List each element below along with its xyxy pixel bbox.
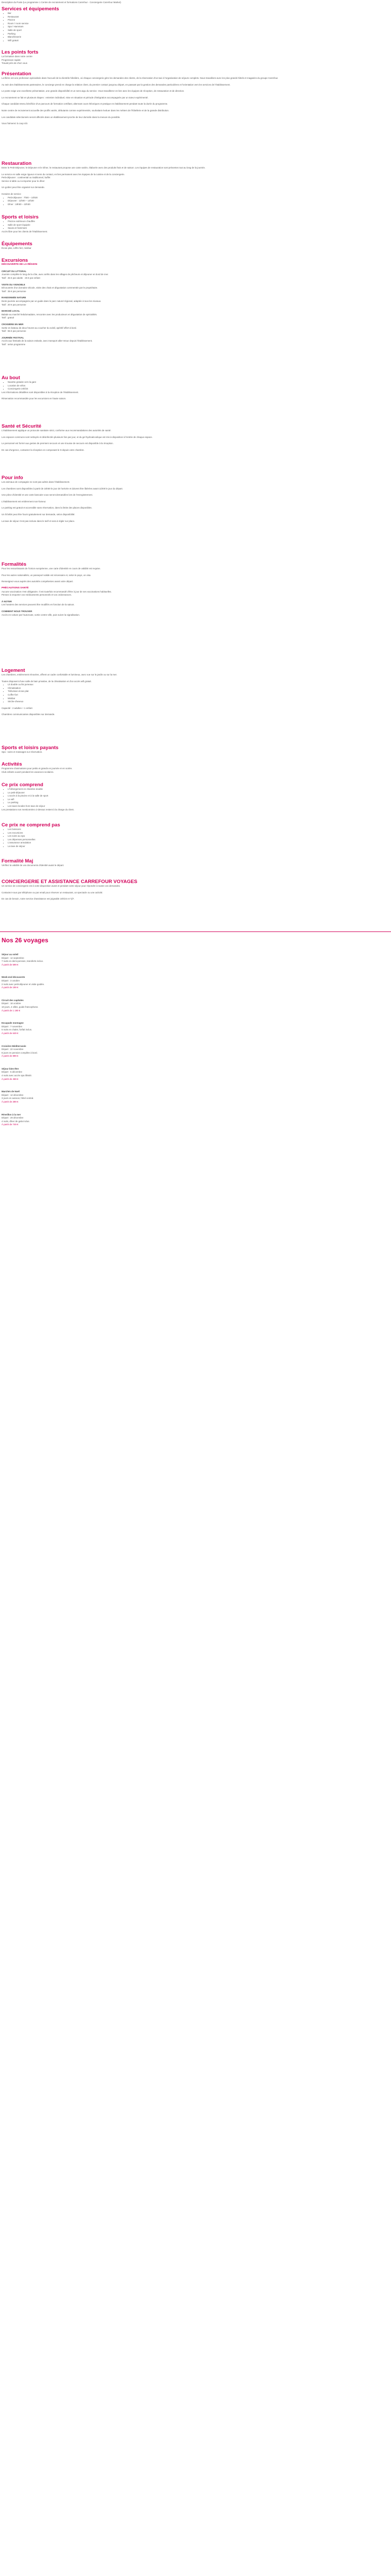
pour-info-section [2,475,381,523]
offer-card[interactable] [2,1090,381,1104]
excursion-entry [2,336,381,347]
excursion-text: Accès aux festivals de la saison estivale, avec transport aller-retour depuis l'établissement. [2,340,93,343]
pour-info-paragraph: Le parking est gratuit et accessible sans réservation, dans la limite des places disponibles. [2,506,92,510]
services-title: Services et équipements [2,6,59,12]
offer-dates: Départ : 18 octobre [2,1002,21,1005]
formalites-subparagraph: Aucune vaccination n'est obligatoire. Il est toutefois recommandé d'être à jour de ses vaccinations habituelles. [2,590,112,593]
ce-prix-item: ▪ Le petit-déjeuner [8,791,381,795]
excursion-text: Découverte d'un domaine viticole, visite des chais et dégustation commentée par le propriétaire. [2,286,98,290]
ce-prix-non-item: ▪ Les soins au spa [8,835,381,838]
offer-price[interactable]: À partir de 599 € [2,963,19,966]
conciergerie-paragraph: En cas de besoin, notre service d'assistance est joignable 24h/24 et 7j/7. [2,897,75,901]
pour-info-paragraph: Un lit bébé peut être fourni gratuitement sur demande, selon disponibilité. [2,513,75,516]
offer-title: Séjour au soleil [2,953,19,956]
restauration-section [2,161,381,206]
services-section [2,6,381,42]
offer-card[interactable] [2,1045,381,1058]
presentation-paragraph: Le recrutement se fait en plusieurs étapes : entretien individuel, mise en situation et période d'intégration accompagnée par un tuteur expérimenté. [2,96,149,99]
formalites-title: Formalités [2,562,27,567]
offer-dates: Départ : 5 décembre [2,1071,23,1074]
restauration-paragraph: Le service en salle exige rigueur et sens du contact, en lien permanent avec les équipes de la cuisine et de la conciergerie. [2,173,125,176]
conciergerie-title: CONCIERGERIE ET ASSISTANCE CARREFOUR VOYAGES [2,879,138,885]
excursion-text: Demi-journée accompagnée par un guide dans le parc naturel régional, adaptée à tous les niveaux. [2,299,102,302]
restauration-offer: Petit-déjeuner : continental ou traditionnel, buffet [2,176,51,179]
restauration-body [2,166,381,176]
presentation-paragraph: Les candidats sélectionnés seront affectés dans un établissement proche de leur domicile dans la mesure du possible. [2,115,121,118]
offers-list [2,953,381,1127]
logement-section [2,668,381,717]
offer-dates: Départ : 12 décembre [2,1093,24,1096]
offer-details: 7 nuits en demi-pension, transferts inclus. [2,960,44,963]
au-bout-item: ▪ Conciergerie 24h/24 [8,387,381,391]
excursion-price: Tarif : 45 € par adulte · 25 € par enfant [2,276,40,279]
excursion-text: Balade au marché hebdomadaire, rencontre avec les producteurs et dégustation de spécialités. [2,313,97,316]
ce-prix-list [2,788,381,808]
offer-card[interactable] [2,976,381,989]
au-bout-section [2,375,381,401]
sante-paragraph: Les espaces communs sont nettoyés et désinfectés plusieurs fois par jour, et du gel hydroalcoolique est mis à disposition à l'entrée de chaque espace. [2,435,153,438]
pour-info-paragraph: Les chambres sont disponibles à partir de 15h00 le jour de l'arrivée et doivent être libérées avant 11h00 le jour du départ. [2,487,123,490]
pour-info-paragraph: Les animaux de compagnie ne sont pas admis dans l'établissement. [2,481,70,483]
presentation-paragraph: Le poste exige une excellente présentation, une grande disponibilité et un sens aigu du service. Vous travaillerez en lien avec les équipes de réception, de restauration et de direction. [2,90,185,93]
excursions-section [2,258,381,346]
ce-prix-section [2,782,381,811]
offer-details: 10 jours, 4 villes, guide francophone. [2,1005,39,1008]
restauration-title: Restauration [2,161,32,166]
points-forts-section [2,49,381,65]
au-bout-line: Les informations détaillées sont disponibles à la réception de l'établissement. [2,391,79,394]
ce-prix-item: ▪ Le wifi [8,798,381,802]
offer-dates: Départ : 7 novembre [2,1025,23,1028]
conciergerie-section [2,879,381,901]
equipements-line: Écran plat, coffre-fort, minibar [2,247,31,249]
formalites-maj-lines [2,864,381,868]
logement-list [2,683,381,704]
ce-prix-non-item: ▪ Les excursions [8,832,381,835]
offer-details: 5 nuits en chalet, forfait inclus. [2,1028,32,1031]
offer-title: Escapade montagne [2,1022,24,1025]
services-item: ▪ Salle de sport [8,29,381,32]
sports-item: ▪ Salle de sport équipée [8,224,381,227]
points-forts-line: Travail près de chez vous [2,62,27,65]
restauration-paragraph: Entre le Petit-Déjeuner, le Déjeuner et le Dîner, le restaurant propose une carte variée, élaborée avec des produits frais et de saison. Les équipes de restauration sont présentes tout au long de la journée. [2,166,206,169]
sports2-lines [2,751,381,754]
offer-card[interactable] [2,1067,381,1081]
sports-item: ▪ Piscine extérieure chauffée [8,220,381,224]
logement-item: ▪ Minibar [8,697,381,701]
offer-title: Week-end découverte [2,976,25,979]
sports2-section [2,745,381,754]
offer-price[interactable]: À partir de 1 190 € [2,1009,21,1012]
restauration-hours-label: Horaires de service [2,192,21,195]
offer-card[interactable] [2,1113,381,1127]
offer-card[interactable] [2,999,381,1012]
ce-prix-non-item: ▪ Les boissons [8,828,381,832]
offer-dates: Départ : 22 novembre [2,1048,24,1051]
pour-info-title: Pour info [2,475,23,481]
excursion-price: Tarif : gratuit [2,316,14,319]
formalites-maj-title: Formalité Maj [2,858,34,864]
logement-title: Logement [2,668,25,673]
logement-item: ▪ Sèche-cheveux [8,700,381,704]
au-bout-lines [2,391,381,401]
excursion-name: VISITE DU VIGNOBLE [2,283,25,286]
offer-details: 8 jours en pension complète à bord. [2,1051,38,1054]
excursion-name: MARCHÉ LOCAL [2,310,20,313]
activites-section [2,761,381,774]
excursion-name: CROISIÈRE EN MER [2,323,24,326]
services-list [2,12,381,42]
sante-body [2,429,381,452]
formalites-section [2,562,381,617]
activites-lines [2,767,381,774]
intro [2,1,381,5]
pour-info-paragraph: Une pièce d'identité et une carte bancaire vous seront demandées lors de l'enregistrement. [2,494,93,497]
logement-paragraph: Les chambres, entièrement rénovées, offrent un cadre confortable et lumineux, avec vue sur le jardin ou sur la mer. [2,673,117,676]
excursion-price: Tarif : selon programme [2,343,26,346]
sports-item: ▪ Sauna et hammam [8,227,381,230]
excursion-price: Tarif : 35 € par personne [2,290,26,293]
logement-item: ▪ Coffre-fort [8,693,381,697]
activites-line: Programme d'animations pour petits et grands en journée et en soirée. [2,767,73,770]
logement-item: ▪ Télévision écran plat [8,690,381,693]
presentation-paragraph: Notre centre de recrutement accueille des profils variés, débutants comme expérimentés, souhaitant évoluer dans les métiers de l'hôtellerie et de la grande distribution. [2,109,169,112]
sante-paragraph: L'établissement applique un protocole sanitaire strict, conforme aux recommandations des autorités de santé. [2,429,111,432]
offer-price[interactable]: À partir de 289 € [2,1100,19,1104]
ce-prix-non-section [2,822,381,849]
conciergerie-paragraph: Un service de conciergerie est à votre disposition avant et pendant votre séjour pour répondre à toutes vos demandes. [2,885,121,887]
sante-paragraph: En cas d'urgence, contactez la réception en composant le 9 depuis votre chambre. [2,448,85,451]
ce-prix-non-title: Ce prix ne comprend pas [2,822,60,828]
formalites-subbody [2,590,381,597]
formalites-note-b: Accès en voiture par l'autoroute, sortie centre-ville, puis suivre la signalisation. [2,613,80,616]
sports2-title: Sports et loisirs payants [2,745,59,751]
excursions-list [2,270,381,347]
presentation-section [2,71,381,126]
excursion-name: RANDONNÉE NATURE [2,296,26,299]
excursions-title: Excursions [2,258,28,263]
offer-price[interactable]: À partir de 649 € [2,1031,19,1035]
offer-dates: Départ : 29 décembre [2,1116,24,1120]
excursion-entry [2,270,381,280]
formalites-paragraph: Pour les ressortissants de l'Union européenne, une carte d'identité en cours de validité est requise. [2,567,101,570]
au-bout-item: ▪ Location de vélos [8,384,381,388]
formalites-paragraph: Pour les autres nationalités, un passeport valide est nécessaire et, selon le pays, un visa. [2,573,91,577]
ce-prix-non-list [2,828,381,849]
section-divider [0,931,391,932]
equipements-title: Équipements [2,241,32,247]
presentation-body [2,77,381,119]
points-forts-lines [2,55,381,65]
restauration-offer: Service à table ou à emporter pour le dîner [2,179,45,182]
logement-closing: Chambres communicantes disponibles sur demande. [2,713,55,716]
ce-prix-line: Les prestations non mentionnées ci-dessus restent à la charge du client. [2,808,74,811]
offer-price[interactable]: À partir de 749 € [2,1123,19,1126]
offer-card[interactable] [2,953,381,967]
excursion-entry [2,323,381,333]
offer-details: 3 jours en autocar, hôtel central. [2,1097,34,1100]
intro-text: Description du Poste (Le programme 1 Centre de recrutement et formations Carrefour - Conciergerie Carrefour Market) [2,1,121,4]
offer-card[interactable] [2,1022,381,1035]
presentation-paragraph: Chaque candidat retenu bénéficie d'un parcours de formation certifiant, alternant cours théoriques et pratique en établissement pendant toute la durée du programme. [2,103,168,106]
offer-details: 2 nuits avec petit-déjeuner et visite guidée. [2,982,45,986]
offer-title: Marchés de Noël [2,1090,20,1093]
excursion-price: Tarif : 20 € par personne [2,303,26,306]
ce-prix-item: ▪ L'hébergement en chambre double [8,788,381,791]
logement-item: ▪ Climatisation [8,687,381,690]
formalites-subtitle: PRÉCAUTIONS SANTÉ [2,586,29,589]
restauration-hours [2,196,381,207]
formalites-note-a: Les horaires des services peuvent être modifiés en fonction de la saison. [2,603,75,606]
offer-details: 4 nuits, dîner de gala inclus. [2,1120,30,1123]
offer-title: Circuit des capitales [2,998,24,1002]
restauration-offers [2,176,381,183]
excursion-price: Tarif : 55 € par personne [2,330,26,333]
ce-prix-item: ▪ L'accès à la piscine et à la salle de sport [8,794,381,798]
excursions-subtitle: DÉCOUVERTE DE LA RÉGION [2,263,38,266]
points-forts-line: La formation dans notre centre [2,55,32,58]
formalites-label-a: À NOTER [2,600,12,603]
offer-price[interactable]: À partir de 899 € [2,1055,19,1058]
services-item: ▪ Spa / Hammam [8,25,381,29]
excursion-entry [2,310,381,320]
au-bout-item: ▪ Navette gratuite vers la gare [8,381,381,384]
sports2-line: Spa : soins et massages sur réservation. [2,751,43,753]
au-bout-title: Au bout [2,375,20,381]
services-item: ▪ Restaurant [8,15,381,19]
equipements-lines [2,247,381,250]
equipements-section [2,241,381,250]
services-item: ▪ Parking [8,32,381,36]
presentation-closing: Vous l'aimerez à coup sûr. [2,122,28,125]
services-item: ▪ Blanchisserie [8,36,381,39]
sports-list [2,220,381,230]
conciergerie-paragraph: Contactez-nous par téléphone ou par email pour réserver un restaurant, un spectacle ou une activité. [2,891,103,894]
excursion-text: Sortie en bateau de deux heures au coucher du soleil, apéritif offert à bord. [2,326,77,329]
excursion-text: Journée complète le long de la côte, avec arrêts dans les villages de pêcheurs et déjeuner en bord de mer. [2,273,109,276]
excursion-entry [2,283,381,294]
sports-title: Sports et loisirs [2,214,39,220]
points-forts-title: Les points forts [2,49,39,55]
logement-paragraph: Toutes disposent d'une salle de bain privative, de la climatisation et d'un accès wifi gratuit. [2,680,92,683]
offer-title: Réveillon à la mer [2,1113,21,1116]
restauration-hour: ▪ Dîner : 19h00 – 22h30 [8,203,381,207]
ce-prix-item: ▪ Les taxes locales hors taxe de séjour [8,805,381,808]
formalites-subparagraph: Pensez à emporter vos médicaments personnels et vos ordonnances. [2,594,72,597]
ce-prix-title: Ce prix comprend [2,782,43,788]
logement-capacity: Capacité : 2 adultes + 1 enfant [2,706,32,709]
restauration-hour: ▪ Petit-déjeuner : 7h00 – 10h30 [8,196,381,200]
offer-title: Séjour bien-être [2,1067,19,1070]
formalites-label-b: COMMENT NOUS TROUVER [2,609,32,613]
services-item: ▪ Bar [8,12,381,15]
sports-note: Accès libre pour les clients de l'établissement. [2,230,48,233]
ce-prix-non-item: ▪ Les dépenses personnelles [8,838,381,842]
excursion-name: JOURNÉE FESTIVAL [2,336,24,339]
au-bout-line: Réservation recommandée pour les excursions en haute saison. [2,397,67,400]
offer-dates: Départ : 12 septembre [2,956,24,959]
activites-title: Activités [2,761,22,767]
formalites-maj-section [2,858,381,868]
formalites-maj-line: Vérifiez la validité de vos documents d'identité avant le départ. [2,864,64,867]
ce-prix-item: ▪ Le parking [8,801,381,805]
offer-price[interactable]: À partir de 459 € [2,1077,19,1080]
activites-line: Club enfants ouvert pendant les vacances scolaires. [2,770,54,773]
formalites-body [2,567,381,584]
sante-paragraph: Le personnel est formé aux gestes de premiers secours et une trousse de secours est disponible à la réception. [2,442,113,445]
logement-body [2,673,381,683]
presentation-paragraph: Au sein des établissements partenaires, le concierge prend en charge la relation client, du premier contact jusqu'au départ, en passant par la gestion des demandes particulières et l'orientation vers les services de l'établissement. [2,83,231,86]
points-forts-line: Progression rapide [2,58,21,61]
au-bout-list [2,381,381,391]
offers-section [2,937,381,1127]
presentation-title: Présentation [2,71,31,77]
offer-details: 4 nuits avec accès spa illimité. [2,1074,32,1077]
pour-info-paragraph: L'établissement est entièrement non-fumeur. [2,500,46,503]
sports-section [2,214,381,233]
excursion-name: CIRCUIT DU LITTORAL [2,269,27,273]
offers-title: Nos 26 voyages [2,937,48,944]
services-item: ▪ Piscine [8,19,381,22]
ce-prix-non-item: ▪ L'assurance annulation [8,841,381,845]
offer-price[interactable]: À partir de 199 € [2,986,19,989]
offer-dates: Départ : 3 octobre [2,979,20,982]
sante-title: Santé et Sécurité [2,423,42,429]
logement-item: ▪ Lit double ou lits jumeaux [8,683,381,687]
pour-info-paragraph: La taxe de séjour n'est pas incluse dans le tarif et sera à régler sur place. [2,519,75,522]
services-item: ▪ Room / room service [8,22,381,26]
services-item: ▪ Wifi gratuit [8,39,381,43]
conciergerie-body [2,885,381,901]
restauration-hour: ▪ Déjeuner : 12h00 – 14h30 [8,199,381,203]
restauration-extra: Un goûter peut être organisé sur demande. [2,186,45,189]
excursion-entry [2,296,381,307]
formalites-paragraph: Renseignez-vous auprès des autorités compétentes avant votre départ. [2,580,74,583]
offer-title: Croisière Méditerranée [2,1044,26,1047]
ce-prix-non-item: ▪ La taxe de séjour [8,845,381,849]
sante-section [2,423,381,452]
pour-info-body [2,481,381,523]
presentation-paragraph: La filière est une profession spécialisée dans l'accueil de la clientèle hôtelière, où chaque conciergerie gère les demandes des clients, de la réservation d'un taxi à l'organisation de séjours complets. Nous travaillons avec les plus grands hôtels et magasins du groupe Carrefour. [2,77,279,79]
